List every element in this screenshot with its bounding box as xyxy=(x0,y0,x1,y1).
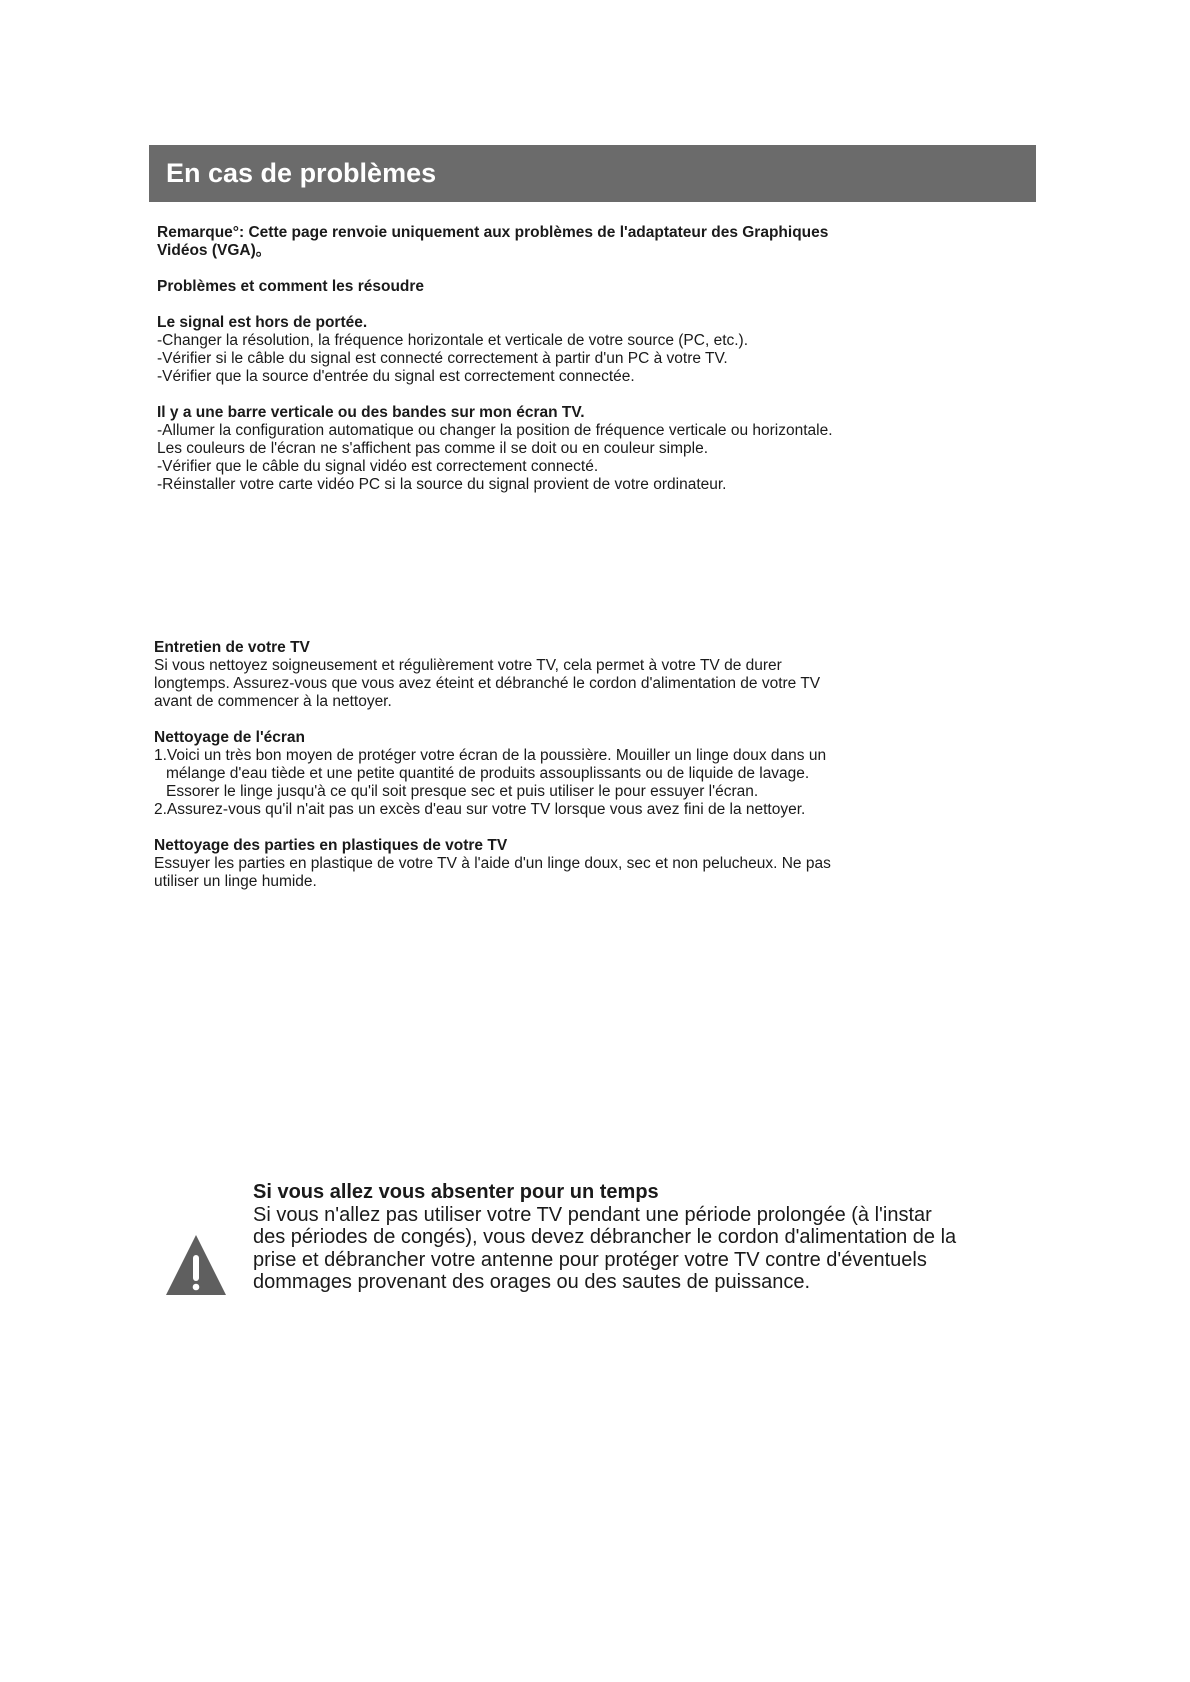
plastic-cleaning-heading: Nettoyage des parties en plastiques de votre TV xyxy=(154,837,508,854)
page-header-banner xyxy=(149,145,1036,202)
remark-line: Vidéos (VGA)。 xyxy=(157,242,272,259)
vga-remark-section xyxy=(157,224,917,494)
plastic-cleaning-line: utiliser un linge humide. xyxy=(154,873,317,890)
absence-line: des périodes de congés), vous devez débrancher le cordon d'alimentation de la xyxy=(253,1226,957,1248)
problem-line: -Allumer la configuration automatique ou changer la position de fréquence verticale ou horizontale. xyxy=(157,422,833,439)
absence-line: Si vous n'allez pas utiliser votre TV pendant une période prolongée (à l'instar xyxy=(253,1203,932,1226)
plastic-cleaning-line: Essuyer les parties en plastique de votre TV à l'aide d'un linge doux, sec et non pelucheux. Ne pas xyxy=(154,855,831,872)
screen-cleaning-line: 1.Voici un très bon moyen de protéger votre écran de la poussière. Mouiller un linge doux dans un xyxy=(154,747,827,764)
maintenance-line: avant de commencer à la nettoyer. xyxy=(154,693,392,710)
problem-line: -Vérifier que la source d'entrée du signal est correctement connectée. xyxy=(157,368,635,385)
maintenance-line: Si vous nettoyez soigneusement et régulièrement votre TV, cela permet à votre TV de durer xyxy=(154,657,782,674)
absence-section xyxy=(253,1181,1033,1294)
screen-cleaning-line: 2.Assurez-vous qu'il n'ait pas un excès d'eau sur votre TV lorsque vous avez fini de la nettoyer. xyxy=(154,801,806,818)
absence-line: dommages provenant des orages ou des sautes de puissance. xyxy=(253,1271,811,1293)
problem-line: Les couleurs de l'écran ne s'affichent pas comme il se doit ou en couleur simple. xyxy=(157,440,709,457)
problem-line: -Réinstaller votre carte vidéo PC si la source du signal provient de votre ordinateur. xyxy=(157,476,727,493)
problem-line: -Vérifier que le câble du signal vidéo est correctement connecté. xyxy=(157,458,599,475)
problem-heading: Le signal est hors de portée. xyxy=(157,314,368,331)
problem-heading: Il y a une barre verticale ou des bandes sur mon écran TV. xyxy=(157,404,585,421)
remark-line: Remarque°: Cette page renvoie uniquement aux problèmes de l'adaptateur des Graphiques xyxy=(157,224,829,241)
screen-cleaning-line: mélange d'eau tiède et une petite quantité de produits assouplissants ou de liquide de lavage. xyxy=(166,765,810,782)
warning-icon xyxy=(165,1233,227,1297)
screen-cleaning-heading: Nettoyage de l'écran xyxy=(154,729,305,746)
problems-subtitle: Problèmes et comment les résoudre xyxy=(157,278,425,295)
absence-heading: Si vous allez vous absenter pour un temps xyxy=(253,1181,659,1203)
maintenance-section xyxy=(154,639,914,891)
screen-cleaning-line: Essorer le linge jusqu'à ce qu'il soit presque sec et puis utiliser le pour essuyer l'écran. xyxy=(166,783,759,800)
maintenance-line: longtemps. Assurez-vous que vous avez éteint et débranché le cordon d'alimentation de votre TV xyxy=(154,675,821,692)
problem-line: -Vérifier si le câble du signal est connecté correctement à partir d'un PC à votre TV. xyxy=(157,350,728,367)
page-title: En cas de problèmes xyxy=(166,158,437,188)
maintenance-heading: Entretien de votre TV xyxy=(154,639,310,656)
absence-line: prise et débrancher votre antenne pour protéger votre TV contre d'éventuels xyxy=(253,1248,927,1271)
problem-line: -Changer la résolution, la fréquence horizontale et verticale de votre source (PC, etc.). xyxy=(157,332,749,349)
